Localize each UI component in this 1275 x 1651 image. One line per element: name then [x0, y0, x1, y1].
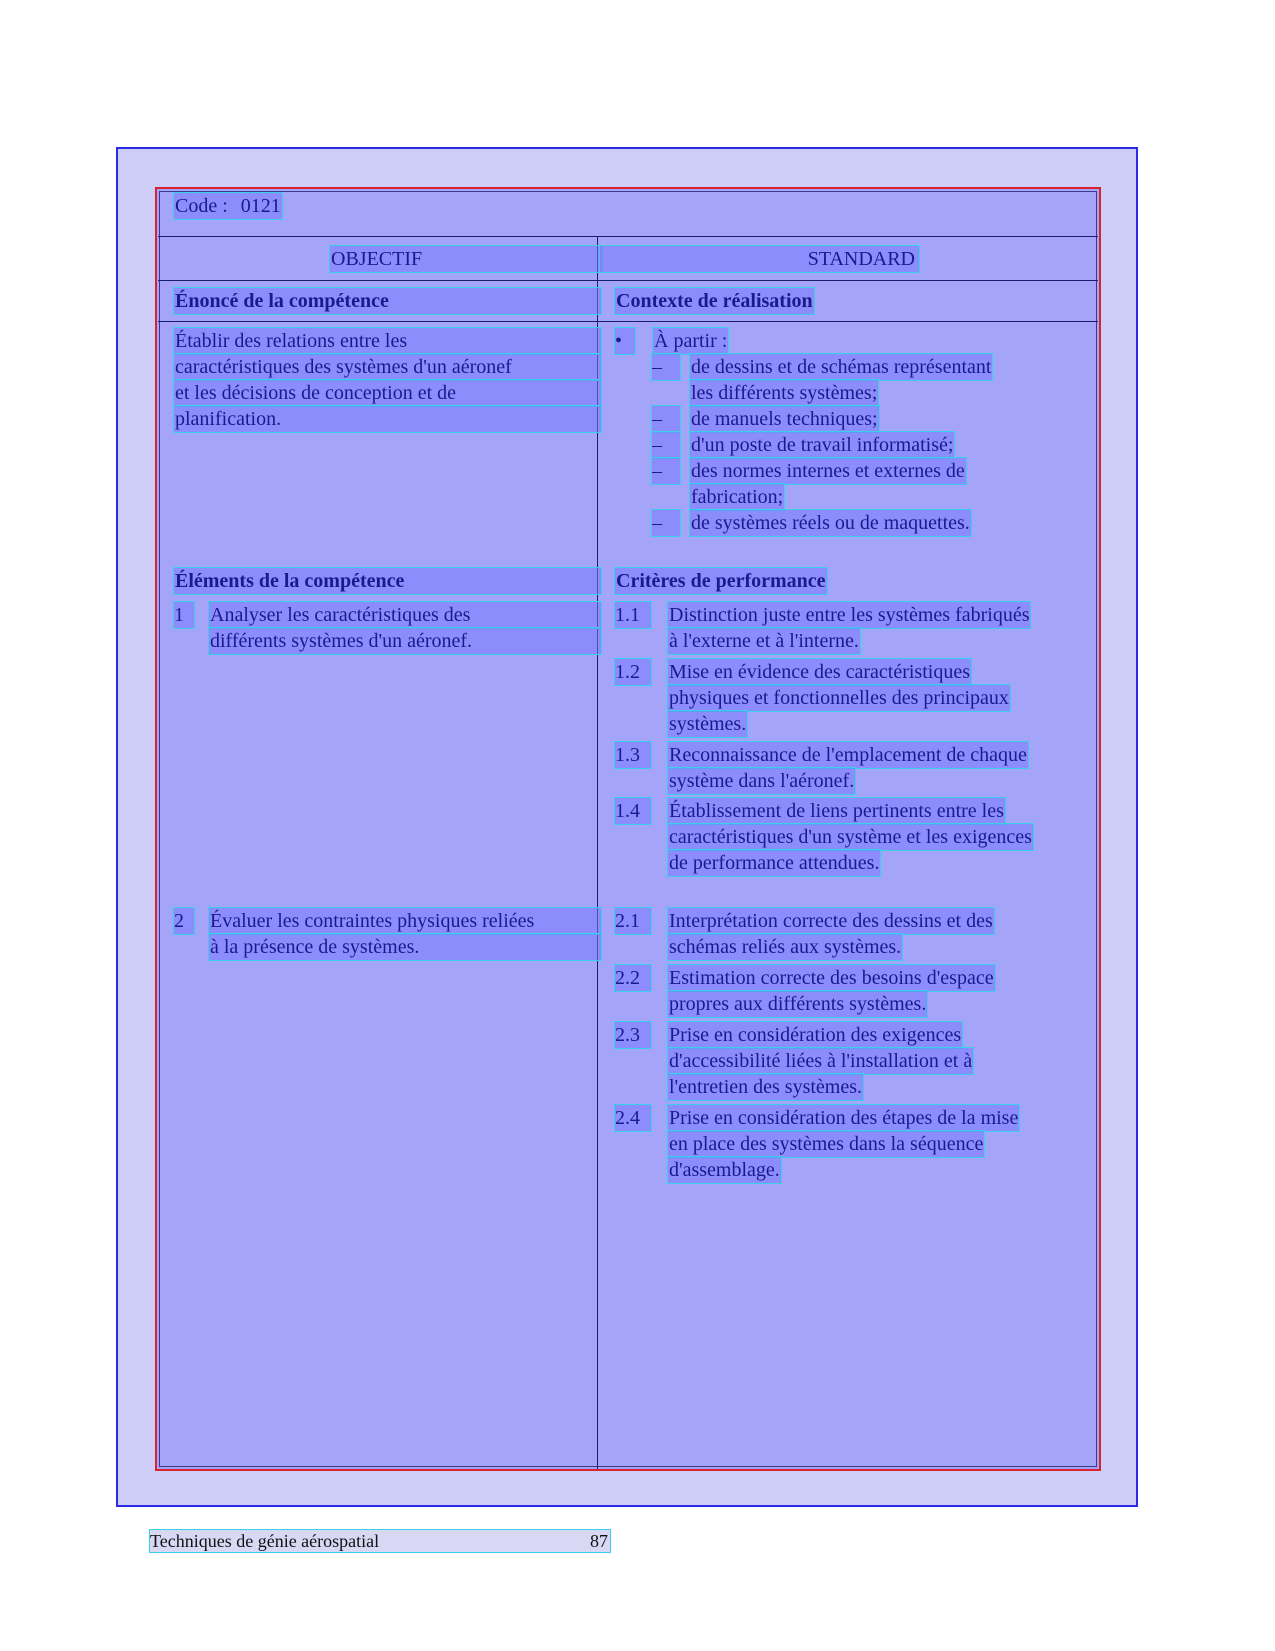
critere-line: Reconnaissance de l'emplacement de chaque: [669, 744, 1027, 766]
critere-number: 2.2: [615, 965, 651, 991]
element-line: Évaluer les contraintes physiques reliées: [209, 908, 601, 934]
page-footer: [150, 1530, 610, 1552]
critere-line: Distinction juste entre les systèmes fabriqués: [669, 604, 1030, 626]
contexte-item: de systèmes réels ou de maquettes.: [691, 512, 970, 534]
critere-line: physiques et fonctionnelles des principaux: [669, 687, 1009, 709]
element-line: à la présence de systèmes.: [209, 934, 601, 960]
criteres-title: Critères de performance: [616, 570, 826, 592]
contexte-item: d'un poste de travail informatisé;: [691, 434, 954, 456]
divider-code: [158, 236, 1098, 237]
critere-number: 2.3: [615, 1022, 651, 1048]
critere-line: caractéristiques d'un système et les exigences: [669, 826, 1032, 848]
critere-line: Interprétation correcte des dessins et des: [669, 910, 993, 932]
element-number: 1: [174, 602, 194, 628]
code-label: Code :: [175, 195, 228, 217]
enonce-line: planification.: [174, 406, 601, 432]
critere-line: de performance attendues.: [669, 852, 880, 874]
header-standard: STANDARD: [600, 246, 919, 272]
critere-line: l'entretien des systèmes.: [669, 1076, 862, 1098]
critere-number: 1.4: [615, 798, 651, 824]
divider-titles: [158, 321, 1098, 322]
critere-line: Estimation correcte des besoins d'espace: [669, 967, 994, 989]
dash-icon: –: [652, 458, 680, 484]
enonce-title: Énoncé de la compétence: [174, 288, 601, 314]
critere-line: d'accessibilité liées à l'installation et à: [669, 1050, 973, 1072]
contexte-item: fabrication;: [691, 486, 784, 508]
page-number: 87: [590, 1531, 608, 1551]
dash-icon: –: [652, 510, 680, 536]
element-line: différents systèmes d'un aéronef.: [209, 628, 601, 654]
critere-line: propres aux différents systèmes.: [669, 993, 927, 1015]
contexte-item: de manuels techniques;: [691, 408, 878, 430]
enonce-line: Établir des relations entre les: [174, 328, 601, 354]
critere-number: 1.3: [615, 742, 651, 768]
critere-line: d'assemblage.: [669, 1159, 780, 1181]
dash-icon: –: [652, 354, 680, 380]
critere-line: Mise en évidence des caractéristiques: [669, 661, 970, 683]
code-row: [174, 193, 282, 219]
dash-icon: –: [652, 432, 680, 458]
dash-icon: –: [652, 406, 680, 432]
critere-line: Prise en considération des exigences: [669, 1024, 962, 1046]
critere-line: Établissement de liens pertinents entre les: [669, 800, 1004, 822]
critere-number: 1.1: [615, 602, 651, 628]
bullet-icon: •: [615, 328, 635, 354]
critere-line: systèmes.: [669, 713, 747, 735]
critere-number: 2.1: [615, 908, 651, 934]
footer-title: Techniques de génie aérospatial: [150, 1531, 380, 1551]
element-number: 2: [174, 908, 194, 934]
contexte-intro: À partir :: [654, 330, 728, 352]
contexte-item: de dessins et de schémas représentant: [691, 356, 992, 378]
contexte-item: les différents systèmes;: [691, 382, 878, 404]
enonce-line: caractéristiques des systèmes d'un aéronef: [174, 354, 601, 380]
critere-line: en place des systèmes dans la séquence: [669, 1133, 984, 1155]
critere-line: à l'externe et à l'interne.: [669, 630, 859, 652]
element-line: Analyser les caractéristiques des: [209, 602, 601, 628]
critere-line: schémas reliés aux systèmes.: [669, 936, 902, 958]
code-value: 0121: [240, 195, 281, 217]
critere-line: système dans l'aéronef.: [669, 770, 855, 792]
contexte-item: des normes internes et externes de: [691, 460, 965, 482]
header-objectif: OBJECTIF: [330, 246, 602, 272]
critere-number: 2.4: [615, 1105, 651, 1131]
contexte-title: Contexte de réalisation: [616, 290, 813, 312]
divider-headers: [158, 280, 1098, 281]
critere-number: 1.2: [615, 659, 651, 685]
critere-line: Prise en considération des étapes de la mise: [669, 1107, 1019, 1129]
enonce-line: et les décisions de conception et de: [174, 380, 601, 406]
elements-title: Éléments de la compétence: [174, 568, 601, 594]
